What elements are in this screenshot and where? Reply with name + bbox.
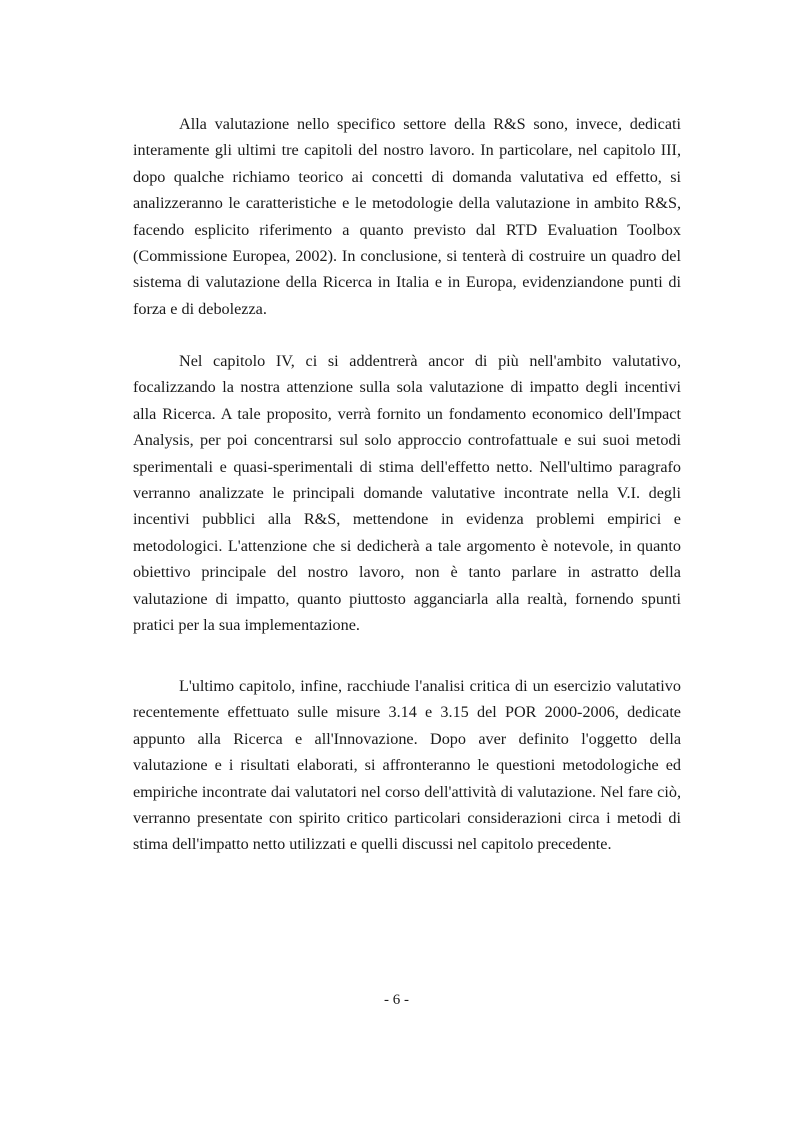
body-paragraph: Nel capitolo IV, ci si addentrerà ancor di più nell'ambito valutativo, focalizzando la nostra attenzione sulla sola valutazione di impatto degli incentivi alla Ricerca. A tale proposito, verrà fornito un fondamento economico dell'Impact Analysis, per poi concentrarsi sul solo approccio controfattuale e sui suoi metodi sperimentali e quasi-sperimentali di stima dell'effetto netto. Nell'ultimo paragrafo verranno analizzate le principali domande valutative incontrate nella V.I. degli incentivi pubblici alla R&S, mettendone in evidenza problemi empirici e metodologici. L'attenzione che si dedicherà a tale argomento è notevole, in quanto obiettivo principale del nostro lavoro, non è tanto parlare in astratto della valutazione di impatto, quanto piuttosto agganciarla alla realtà, fornendo spunti pratici per la sua implementazione. [133, 352, 681, 635]
page-number: - 6 - [384, 992, 409, 1008]
body-paragraph: L'ultimo capitolo, infine, racchiude l'analisi critica di un esercizio valutativo recentemente effettuato sulle misure 3.14 e 3.15 del POR 2000-2006, dedicate appunto alla Ricerca e all'Innovazione. Dopo aver definito l'oggetto della valutazione e i risultati elaborati, si affronteranno le questioni metodologiche ed empiriche incontrate dai valutatori nel corso dell'attività di valutazione. Nel fare ciò, verranno presentate con spirito critico particolari considerazioni circa i metodi di stima dell'impatto netto utilizzati e quelli discussi nel capitolo precedente. [133, 677, 681, 854]
body-paragraph: Alla valutazione nello specifico settore della R&S sono, invece, dedicati interamente gli ultimi tre capitoli del nostro lavoro. In particolare, nel capitolo III, dopo qualche richiamo teorico ai concetti di domanda valutativa ed effetto, si analizzeranno le caratteristiche e le metodologie della valutazione in ambito R&S, facendo esplicito riferimento a quanto previsto dal RTD Evaluation Toolbox (Commissione Europea, 2002). In conclusione, si tenterà di costruire un quadro del sistema di valutazione della Ricerca in Italia e in Europa, evidenziandone punti di forza e di debolezza. [133, 115, 681, 318]
